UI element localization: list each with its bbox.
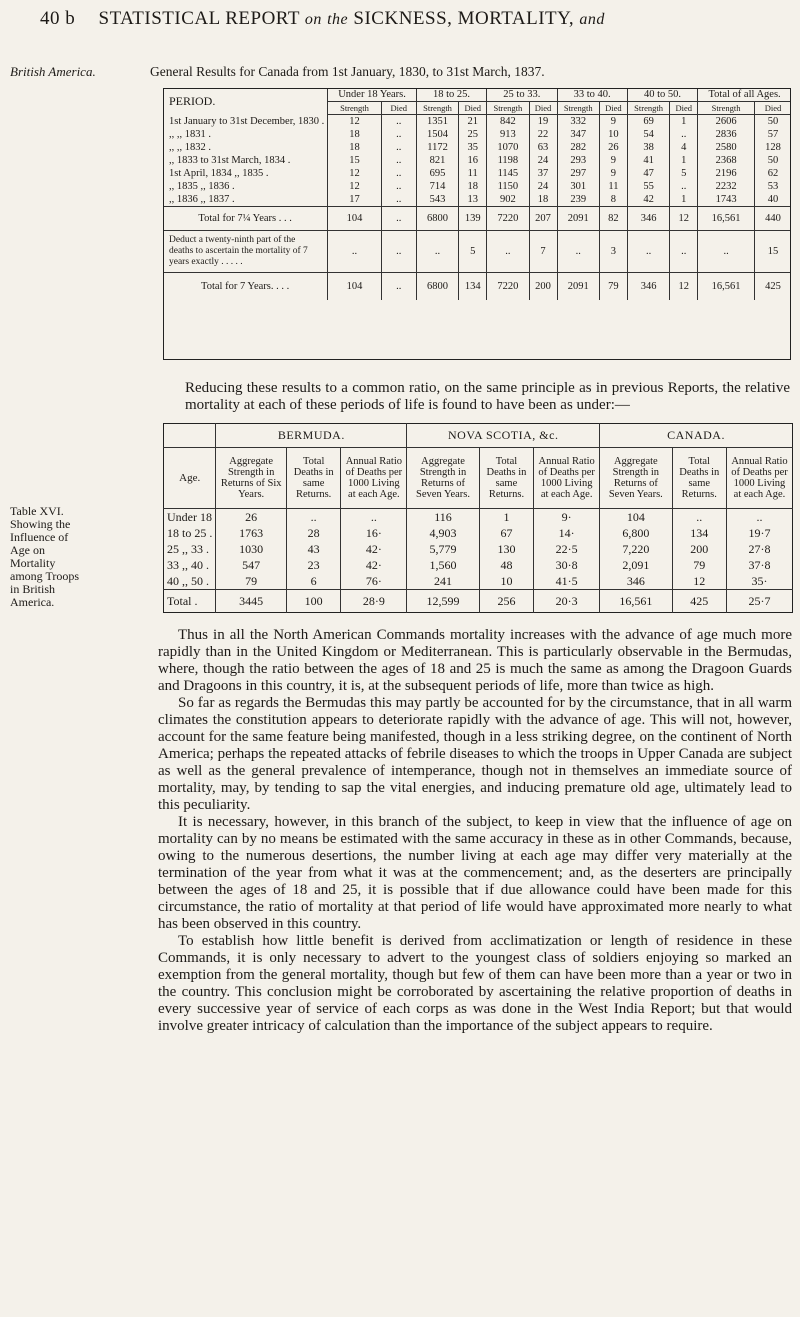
value-cell: 11 — [599, 180, 627, 193]
value-cell: 79 — [672, 557, 726, 573]
table-row — [164, 557, 793, 573]
body-text — [158, 627, 792, 1035]
value-cell: .. — [672, 509, 726, 526]
value-cell: 207 — [529, 207, 557, 231]
value-cell: 21 — [459, 115, 487, 129]
value-cell: 79 — [216, 573, 287, 590]
value-cell: 1150 — [487, 180, 529, 193]
value-cell: 28 — [286, 525, 340, 541]
value-cell: 16 — [459, 154, 487, 167]
value-cell: 19·7 — [726, 525, 792, 541]
value-cell: 9 — [599, 167, 627, 180]
value-cell: 50 — [754, 115, 791, 129]
value-cell: 346 — [627, 273, 669, 301]
value-cell: 5 — [459, 231, 487, 273]
value-cell: .. — [381, 128, 416, 141]
value-cell: 2368 — [698, 154, 755, 167]
value-cell: 47 — [627, 167, 669, 180]
value-cell: 26 — [599, 141, 627, 154]
page-number: 40 b — [40, 8, 76, 29]
value-cell: 18 — [328, 141, 381, 154]
period-cell: ,, 1833 to 31st March, 1834 . — [169, 155, 291, 166]
value-cell: 2232 — [698, 180, 755, 193]
value-cell: .. — [670, 128, 698, 141]
value-cell: 43 — [286, 541, 340, 557]
body-paragraph: Thus in all the North American Commands mortality increases with the advance of age much more rapidly than in the United Kingdom or Mediterranean. This is particularly observable in the Bermudas, where, though the ratio between the ages of 18 and 25 is much the same as among the Dragoon Guards and Dragoons in this country, it is, at the subsequent periods of life, more than twice as high. — [158, 627, 792, 694]
value-cell: 2606 — [698, 115, 755, 129]
value-cell: 16· — [341, 525, 407, 541]
period-cell: ,, ,, 1832 . — [169, 142, 211, 153]
value-cell: 902 — [487, 193, 529, 207]
value-cell: 12 — [328, 180, 381, 193]
value-cell: 10 — [599, 128, 627, 141]
intro-paragraph: Reducing these results to a common ratio, on the same principle as in previous Reports, the relative mortality at each of these periods of life is found to have been as under:— — [185, 380, 790, 413]
value-cell: .. — [698, 231, 755, 273]
died-col: Died — [599, 102, 627, 115]
age-header: Age. — [164, 448, 216, 509]
value-cell: 14· — [534, 525, 600, 541]
value-cell: 16,561 — [698, 273, 755, 301]
value-cell: 18 — [328, 128, 381, 141]
value-cell: 8 — [599, 193, 627, 207]
value-cell: 440 — [754, 207, 791, 231]
column-header: Aggregate Strength in Returns of Six Years. — [216, 448, 287, 509]
title-the: the — [327, 11, 349, 28]
table-row — [163, 154, 791, 167]
value-cell: .. — [381, 231, 416, 273]
age-cell: Total . — [164, 590, 216, 613]
value-cell: 256 — [479, 590, 533, 613]
value-cell: 62 — [754, 167, 791, 180]
value-cell: .. — [381, 207, 416, 231]
value-cell: 1 — [670, 193, 698, 207]
value-cell: 6800 — [416, 207, 458, 231]
value-cell: 12 — [670, 273, 698, 301]
value-cell: 200 — [672, 541, 726, 557]
value-cell: 20·3 — [534, 590, 600, 613]
value-cell: 50 — [754, 154, 791, 167]
value-cell: 12 — [328, 167, 381, 180]
value-cell: 2091 — [557, 273, 599, 301]
table-row — [164, 541, 793, 557]
value-cell: 7 — [529, 231, 557, 273]
table-row — [164, 590, 793, 613]
value-cell: 10 — [479, 573, 533, 590]
value-cell: 100 — [286, 590, 340, 613]
value-cell: 24 — [529, 180, 557, 193]
age-group-header: Total of all Ages. — [698, 88, 791, 102]
period-cell: Deduct a twenty-ninth part of the deaths to ascertain the mortality of 7 years exactly . . . . . — [163, 231, 328, 273]
value-cell: .. — [381, 141, 416, 154]
value-cell: .. — [381, 154, 416, 167]
value-cell: 42· — [341, 557, 407, 573]
value-cell: 41·5 — [534, 573, 600, 590]
page-header — [40, 8, 605, 30]
value-cell: 76· — [341, 573, 407, 590]
value-cell: 1198 — [487, 154, 529, 167]
value-cell: 12,599 — [407, 590, 479, 613]
column-header: Total Deaths in same Returns. — [286, 448, 340, 509]
died-col: Died — [459, 102, 487, 115]
value-cell: 1 — [670, 154, 698, 167]
value-cell: 41 — [627, 154, 669, 167]
value-cell: 54 — [627, 128, 669, 141]
died-col: Died — [529, 102, 557, 115]
table-row — [163, 180, 791, 193]
value-cell: 1172 — [416, 141, 458, 154]
value-cell: .. — [381, 193, 416, 207]
value-cell: 30·8 — [534, 557, 600, 573]
column-header: Aggregate Strength in Returns of Seven Years. — [407, 448, 479, 509]
value-cell: 28·9 — [341, 590, 407, 613]
value-cell: 1,560 — [407, 557, 479, 573]
value-cell: 842 — [487, 115, 529, 129]
value-cell: 293 — [557, 154, 599, 167]
table-row — [163, 167, 791, 180]
value-cell: 79 — [599, 273, 627, 301]
table-row — [163, 273, 791, 301]
value-cell: 26 — [216, 509, 287, 526]
value-cell: 130 — [479, 541, 533, 557]
value-cell: 301 — [557, 180, 599, 193]
table-row — [164, 509, 793, 526]
value-cell: 69 — [627, 115, 669, 129]
age-group-header: 25 to 33. — [487, 88, 557, 102]
value-cell: 1763 — [216, 525, 287, 541]
value-cell: 7,220 — [600, 541, 672, 557]
value-cell: 25 — [459, 128, 487, 141]
mortality-by-age-table — [163, 423, 793, 613]
period-cell: Total for 7 Years. . . . — [163, 273, 328, 301]
age-group-header: 33 to 40. — [557, 88, 627, 102]
report-title: STATISTICAL REPORT — [98, 8, 300, 29]
value-cell: 55 — [627, 180, 669, 193]
strength-col: Strength — [487, 102, 529, 115]
value-cell: 48 — [479, 557, 533, 573]
value-cell: 714 — [416, 180, 458, 193]
value-cell: .. — [341, 509, 407, 526]
value-cell: 15 — [754, 231, 791, 273]
value-cell: 6,800 — [600, 525, 672, 541]
died-col: Died — [754, 102, 791, 115]
value-cell: 16,561 — [698, 207, 755, 231]
value-cell: 18 — [529, 193, 557, 207]
age-group-header: Under 18 Years. — [328, 88, 417, 102]
table-row — [163, 193, 791, 207]
age-cell: 40 ,, 50 . — [167, 574, 209, 588]
title-and: and — [579, 11, 605, 28]
value-cell: .. — [670, 231, 698, 273]
value-cell: 37·8 — [726, 557, 792, 573]
value-cell: 53 — [754, 180, 791, 193]
value-cell: 15 — [328, 154, 381, 167]
value-cell: 695 — [416, 167, 458, 180]
value-cell: 9 — [599, 154, 627, 167]
table-row — [163, 115, 791, 129]
value-cell: 27·8 — [726, 541, 792, 557]
strength-col: Strength — [416, 102, 458, 115]
value-cell: 12 — [672, 573, 726, 590]
canada-results-table — [163, 88, 791, 300]
value-cell: 57 — [754, 128, 791, 141]
age-cell: 25 ,, 33 . — [167, 542, 209, 556]
value-cell: 6 — [286, 573, 340, 590]
period-cell: ,, 1836 ,, 1837 . — [169, 194, 235, 205]
value-cell: .. — [627, 231, 669, 273]
value-cell: 139 — [459, 207, 487, 231]
value-cell: 7220 — [487, 207, 529, 231]
value-cell: 13 — [459, 193, 487, 207]
value-cell: .. — [416, 231, 458, 273]
value-cell: 2196 — [698, 167, 755, 180]
value-cell: 2,091 — [600, 557, 672, 573]
value-cell: 9· — [534, 509, 600, 526]
value-cell: 1 — [479, 509, 533, 526]
value-cell: 63 — [529, 141, 557, 154]
value-cell: .. — [381, 115, 416, 129]
value-cell: 42 — [627, 193, 669, 207]
value-cell: 35 — [459, 141, 487, 154]
margin-note: Table XVI. Showing the Influence of Age on Mortality among Troops in British America. — [10, 504, 80, 609]
value-cell: 346 — [627, 207, 669, 231]
value-cell: 134 — [459, 273, 487, 301]
column-header: Total Deaths in same Returns. — [479, 448, 533, 509]
age-group-header: 18 to 25. — [416, 88, 486, 102]
table-row — [164, 573, 793, 590]
died-col: Died — [381, 102, 416, 115]
value-cell: 24 — [529, 154, 557, 167]
value-cell: 1070 — [487, 141, 529, 154]
title-rest: SICKNESS, MORTALITY, — [353, 8, 575, 29]
title-on: on — [304, 11, 322, 28]
period-header: PERIOD. — [169, 93, 216, 108]
value-cell: 297 — [557, 167, 599, 180]
value-cell: 12 — [328, 115, 381, 129]
value-cell: 6800 — [416, 273, 458, 301]
value-cell: 346 — [600, 573, 672, 590]
table-row — [163, 128, 791, 141]
body-paragraph: It is necessary, however, in this branch of the subject, to keep in view that the influence of age on mortality can by no means be estimated with the same accuracy in these as in other Commands, because, owing to the numerous desertions, the number living at each age may differ very materially at the termination of the year from what it was at the commencement; and, as the deserters are principally between the ages of 18 and 25, it is possible that if due allowance could have been made for this circumstance, the ratio of mortality at that period of life would have approximated more nearly to what has been observed in this country. — [158, 814, 792, 932]
body-paragraph: So far as regards the Bermudas this may partly be accounted for by the circumstance, that in all warm climates the constitution appears to deteriorate rapidly with the advance of age. This will not, however, account for the same feature being manifested, though in a less striking degree, on the continent of North America; perhaps the repeated attacks of febrile diseases to which the troops in Upper Canada are subject as well as the general prevalence of intemperance, though not in themselves an immediate source of mortality, may, by tending to sap the vital energies, and inducing premature old age, ultimately lead to this peculiarity. — [158, 695, 792, 813]
column-header: Annual Ratio of Deaths per 1000 Living at each Age. — [534, 448, 600, 509]
value-cell: 1743 — [698, 193, 755, 207]
value-cell: 22 — [529, 128, 557, 141]
value-cell: .. — [670, 180, 698, 193]
column-header: Annual Ratio of Deaths per 1000 Living at each Age. — [726, 448, 792, 509]
value-cell: 4 — [670, 141, 698, 154]
value-cell: 239 — [557, 193, 599, 207]
value-cell: 18 — [459, 180, 487, 193]
value-cell: 9 — [599, 115, 627, 129]
value-cell: 2836 — [698, 128, 755, 141]
strength-col: Strength — [328, 102, 381, 115]
table-row — [164, 525, 793, 541]
strength-col: Strength — [557, 102, 599, 115]
period-cell: 1st January to 31st December, 1830 . — [169, 115, 325, 127]
value-cell: 5 — [670, 167, 698, 180]
column-header: Annual Ratio of Deaths per 1000 Living at each Age. — [341, 448, 407, 509]
value-cell: 40 — [754, 193, 791, 207]
value-cell: 2091 — [557, 207, 599, 231]
value-cell: 128 — [754, 141, 791, 154]
value-cell: 116 — [407, 509, 479, 526]
value-cell: 35· — [726, 573, 792, 590]
table-row — [163, 141, 791, 154]
value-cell: 3 — [599, 231, 627, 273]
value-cell: 332 — [557, 115, 599, 129]
value-cell: 7220 — [487, 273, 529, 301]
value-cell: 16,561 — [600, 590, 672, 613]
group-canada: CANADA. — [600, 424, 793, 448]
value-cell: 104 — [328, 207, 381, 231]
value-cell: 1145 — [487, 167, 529, 180]
value-cell: 12 — [670, 207, 698, 231]
table-row — [163, 207, 791, 231]
value-cell: 134 — [672, 525, 726, 541]
value-cell: 913 — [487, 128, 529, 141]
table1-caption: General Results for Canada from 1st January, 1830, to 31st March, 1837. — [150, 64, 545, 79]
value-cell: 17 — [328, 193, 381, 207]
value-cell: .. — [328, 231, 381, 273]
value-cell: 38 — [627, 141, 669, 154]
value-cell: .. — [381, 273, 416, 301]
side-label: British America. — [10, 64, 96, 79]
value-cell: 1504 — [416, 128, 458, 141]
table-row — [163, 231, 791, 273]
strength-col: Strength — [627, 102, 669, 115]
group-nova-scotia: NOVA SCOTIA, &c. — [407, 424, 600, 448]
value-cell: 37 — [529, 167, 557, 180]
column-header: Total Deaths in same Returns. — [672, 448, 726, 509]
group-bermuda: BERMUDA. — [216, 424, 407, 448]
value-cell: 25·7 — [726, 590, 792, 613]
value-cell: .. — [726, 509, 792, 526]
value-cell: 11 — [459, 167, 487, 180]
value-cell: 104 — [600, 509, 672, 526]
value-cell: 821 — [416, 154, 458, 167]
value-cell: 241 — [407, 573, 479, 590]
value-cell: 82 — [599, 207, 627, 231]
value-cell: 104 — [328, 273, 381, 301]
value-cell: 1351 — [416, 115, 458, 129]
age-cell: Under 18 — [167, 510, 212, 524]
value-cell: 23 — [286, 557, 340, 573]
value-cell: 347 — [557, 128, 599, 141]
value-cell: 200 — [529, 273, 557, 301]
value-cell: 425 — [754, 273, 791, 301]
value-cell: 67 — [479, 525, 533, 541]
age-cell: 18 to 25 . — [167, 526, 213, 540]
value-cell: 5,779 — [407, 541, 479, 557]
body-paragraph: To establish how little benefit is derived from acclimatization or length of residence in these Commands, it is only necessary to advert to the youngest class of soldiers enjoying so marked an exemption from the general mortality, though but few of them can have been more than a year or two in the country. This conclusion might be corroborated by ascertaining the relative proportion of deaths in every successive year of service of each corps as was done in the West India Report; but that would involve greater intricacy of calculation than the importance of the subject appears to require. — [158, 933, 792, 1034]
value-cell: .. — [381, 167, 416, 180]
value-cell: 282 — [557, 141, 599, 154]
value-cell: 22·5 — [534, 541, 600, 557]
value-cell: 3445 — [216, 590, 287, 613]
period-cell: Total for 7¼ Years . . . — [163, 207, 328, 231]
value-cell: 4,903 — [407, 525, 479, 541]
value-cell: 1030 — [216, 541, 287, 557]
value-cell: .. — [487, 231, 529, 273]
age-cell: 33 ,, 40 . — [167, 558, 209, 572]
age-group-header: 40 to 50. — [627, 88, 697, 102]
value-cell: 19 — [529, 115, 557, 129]
strength-col: Strength — [698, 102, 755, 115]
value-cell: 42· — [341, 541, 407, 557]
value-cell: 543 — [416, 193, 458, 207]
period-cell: ,, ,, 1831 . — [169, 129, 211, 140]
period-cell: ,, 1835 ,, 1836 . — [169, 181, 235, 192]
value-cell: 1 — [670, 115, 698, 129]
value-cell: 425 — [672, 590, 726, 613]
value-cell: .. — [557, 231, 599, 273]
value-cell: 2580 — [698, 141, 755, 154]
period-cell: 1st April, 1834 ,, 1835 . — [169, 168, 269, 179]
value-cell: 547 — [216, 557, 287, 573]
died-col: Died — [670, 102, 698, 115]
column-header: Aggregate Strength in Returns of Seven Years. — [600, 448, 672, 509]
value-cell: .. — [381, 180, 416, 193]
value-cell: .. — [286, 509, 340, 526]
